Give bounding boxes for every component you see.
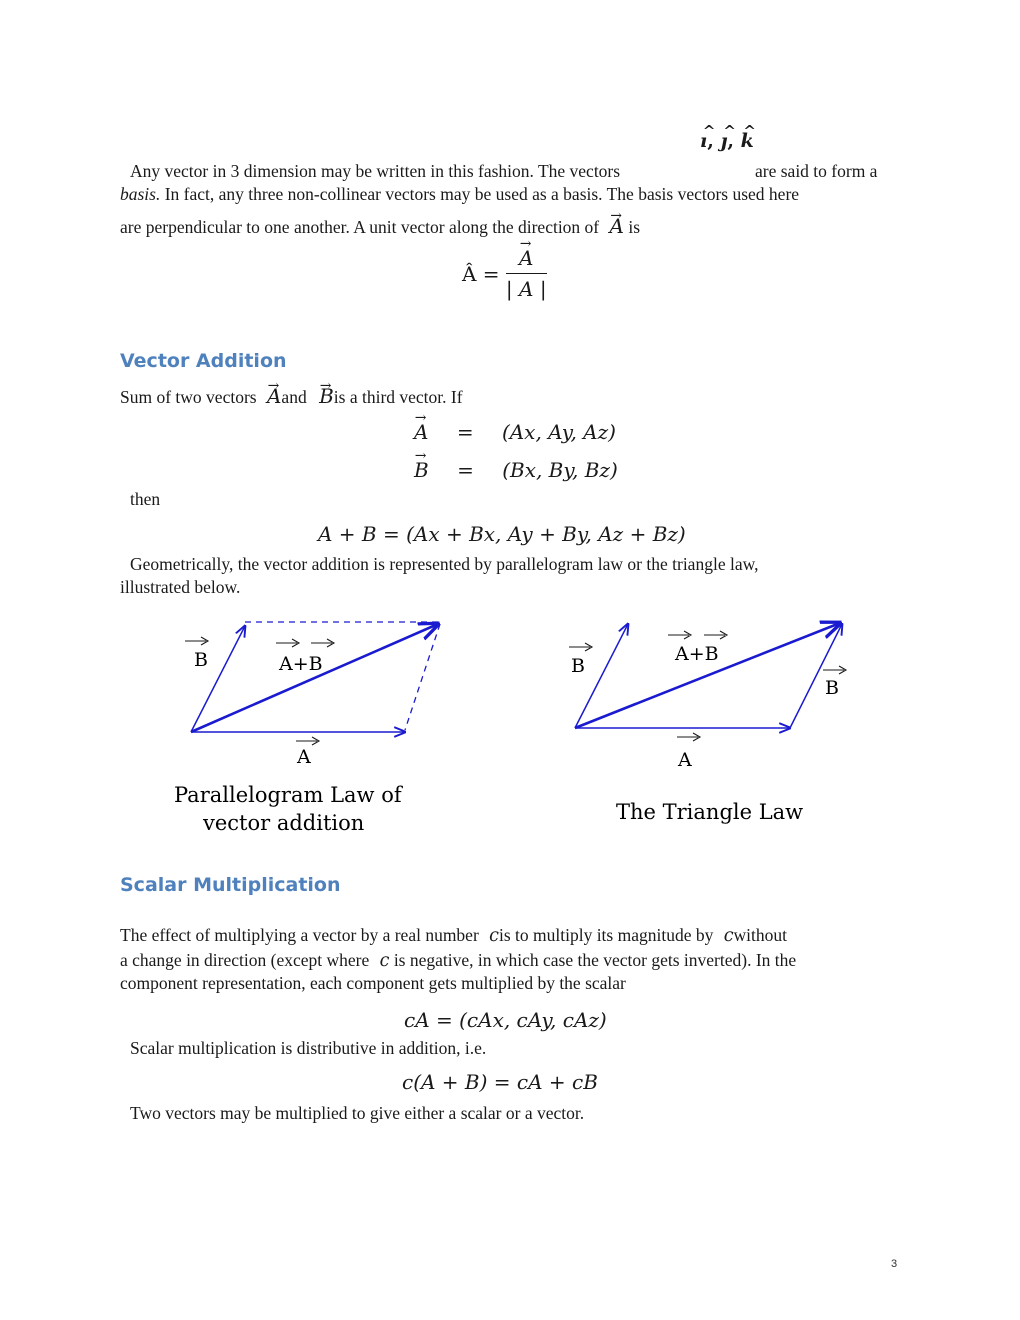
eq1-rhs: (Ax, Ay, Az) <box>501 420 616 444</box>
sum-intro-end: is a third vector. If <box>333 387 463 407</box>
scalar-text-1a: The effect of multiplying a vector by a real number <box>120 925 479 945</box>
parallelogram-caption-1: Parallelogram Law of <box>174 783 402 807</box>
triangle-label-b-left: B <box>571 655 585 677</box>
parallelogram-caption-2: vector addition <box>203 811 365 835</box>
arrows-over-sum <box>276 639 334 647</box>
parallelogram-vector-b <box>191 626 245 732</box>
page-number: 3 <box>891 1258 898 1270</box>
eq1-lhs: → A <box>414 420 428 444</box>
arrow-over-b-left <box>569 643 592 651</box>
intro-text-1b: are said to form a <box>755 161 878 181</box>
scalar-line-3: component representation, each component gets multiplied by the scalar <box>120 973 626 993</box>
fraction-denominator: | A | <box>505 277 547 301</box>
parallelogram-diagram <box>174 622 440 835</box>
scalar-line-1 <box>120 924 787 947</box>
closing-line: Two vectors may be multiplied to give either a scalar or a vector. <box>130 1103 585 1123</box>
heading-vector-addition: Vector Addition <box>120 350 287 372</box>
geometric-line-1: Geometrically, the vector addition is represented by parallelogram law or the triangle law, <box>130 554 759 574</box>
scalar-text-1c: without <box>733 925 788 945</box>
scalar-text-2b: is negative, in which case the vector gets inverted). In the <box>393 950 797 970</box>
arrow-over-b-right <box>823 666 846 674</box>
vector-a-symbol: → A <box>267 385 281 407</box>
distributive-equation: c(A + B) = cA + cB <box>402 1070 598 1094</box>
intro-text-3: are perpendicular to one another. A unit vector along the direction of <box>120 217 600 237</box>
intro-text-2: In fact, any three non-collinear vectors may be used as a basis. The basis vectors used here <box>160 184 800 204</box>
parallelogram-label-b: B <box>194 649 208 671</box>
parallelogram-vector-sum <box>191 624 438 732</box>
arrow-over-triangle-a <box>677 733 700 741</box>
unit-vector-fraction <box>506 246 547 301</box>
fraction-numerator: → A <box>519 246 533 270</box>
intro-line-2 <box>120 183 799 205</box>
triangle-label-b-right: B <box>825 677 839 699</box>
triangle-label-a: A <box>678 749 692 771</box>
equation-a-components: → A = (Ax, Ay, Az) <box>414 420 616 444</box>
distributive-line: Scalar multiplication is distributive in addition, i.e. <box>130 1038 487 1058</box>
scalar-c-symbol-3: c <box>379 951 390 971</box>
parallelogram-label-a: A <box>297 746 311 768</box>
parallelogram-label-sum: A+B <box>279 653 323 675</box>
scalar-text-1b: is to multiply its magnitude by <box>498 925 714 945</box>
basis-symbols: ^ ı, ^ ȷ, ^ k <box>700 130 754 152</box>
and-text: and <box>281 387 307 407</box>
intro-line-1 <box>130 160 620 182</box>
scalar-c-symbol-2: c <box>723 926 734 946</box>
sum-intro-text: Sum of two vectors <box>120 387 257 407</box>
parallelogram-dashed-right <box>405 624 440 730</box>
unit-vector-equation <box>462 246 547 301</box>
intro-line-3 <box>120 215 640 238</box>
triangle-caption: The Triangle Law <box>616 800 804 824</box>
basis-term: basis. <box>120 184 161 204</box>
scalar-c-symbol-1: c <box>489 926 499 946</box>
arrow-over-b <box>185 637 208 645</box>
geometric-line-2: illustrated below. <box>120 577 241 597</box>
triangle-diagram <box>569 623 846 824</box>
then-text: then <box>130 489 161 509</box>
vector-a-symbol: → A <box>610 215 624 237</box>
scalar-equation: cA = (cAx, cAy, cAz) <box>404 1008 607 1032</box>
triangle-vector-sum <box>575 623 840 728</box>
equation-b-components: → B = (Bx, By, Bz) <box>414 458 618 482</box>
scalar-line-2 <box>120 949 796 972</box>
sum-equation: A + B = (Ax + Bx, Ay + By, Az + Bz) <box>318 522 686 546</box>
intro-text-3-end: is <box>628 217 641 237</box>
triangle-label-sum: A+B <box>675 643 719 665</box>
intro-line-1b <box>755 160 877 182</box>
sum-intro-line <box>120 385 463 408</box>
eq2-lhs: → B <box>414 458 429 482</box>
heading-scalar-multiplication: Scalar Multiplication <box>120 874 341 896</box>
intro-text-1a: Any vector in 3 dimension may be written in this fashion. The vectors <box>130 161 621 181</box>
scalar-text-2a: a change in direction (except where <box>120 950 370 970</box>
arrow-over-a <box>296 737 319 745</box>
eq2-rhs: (Bx, By, Bz) <box>502 458 618 482</box>
vector-addition-figures <box>0 600 1020 850</box>
unit-vector-lhs: Â = <box>462 261 500 286</box>
arrows-over-triangle-sum <box>668 631 727 639</box>
vector-b-symbol: → B <box>319 385 334 407</box>
